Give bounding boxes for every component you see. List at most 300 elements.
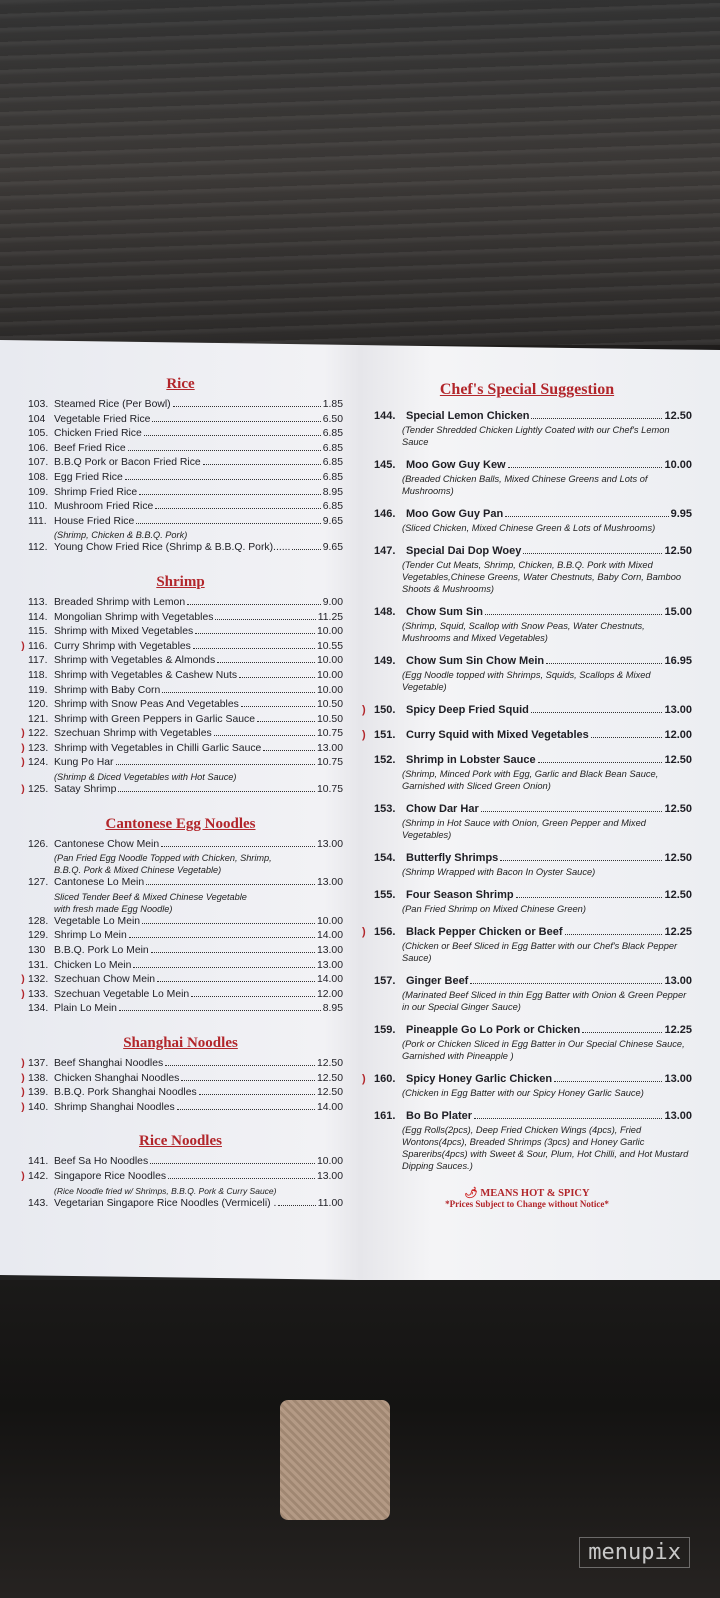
hot-marker: ): [21, 640, 25, 652]
chef-special-item: [362, 654, 692, 669]
item-name: B.B.Q. Pork Lo Mein: [54, 945, 149, 957]
leader-dots: [118, 791, 315, 792]
hot-marker: ): [21, 1170, 25, 1182]
item-number: 106.: [28, 442, 49, 454]
leader-dots: [152, 421, 320, 422]
item-number: 127.: [28, 877, 49, 889]
menu-item: [18, 500, 343, 515]
carpet-patch: [280, 1400, 390, 1520]
item-name: Moo Gow Guy Pan: [406, 508, 504, 520]
hot-marker: ): [362, 926, 366, 938]
menu-item: [18, 838, 343, 853]
item-name: Vegetable Lo Mein: [54, 915, 141, 927]
leader-dots: [203, 464, 321, 465]
hot-marker: ): [21, 742, 25, 754]
item-number: 128.: [28, 915, 49, 927]
leader-dots: [582, 1032, 662, 1033]
item-number: 140.: [28, 1101, 49, 1113]
rice-noodles-item-2: [18, 1170, 343, 1185]
item-number: 150.: [374, 704, 396, 716]
item-price: 16.95: [664, 655, 692, 667]
item-number: 119.: [28, 684, 48, 696]
item-description: (Pan Fried Shrimp on Mixed Chinese Green): [402, 904, 586, 914]
item-price: 9.65: [322, 515, 343, 527]
menu-left-column: [18, 370, 343, 1211]
item-number: 104: [28, 413, 46, 425]
item-price: 10.00: [316, 626, 343, 638]
item-description: (Shrimp, Minced Pork with Egg, Garlic and Black Bean Sauce, Garnished with Sliced Green Onion): [402, 769, 659, 791]
hot-legend: [362, 1186, 692, 1199]
item-name: Satay Shrimp: [54, 784, 117, 796]
item-price: 9.00: [322, 596, 343, 608]
cantonese-item-2: [18, 876, 343, 891]
leader-dots: [485, 614, 662, 615]
item-price: 6.85: [322, 457, 343, 469]
shrimp-note: (Shrimp & Diced Vegetables with Hot Sauce): [54, 772, 237, 783]
item-name: Chow Dar Har: [406, 803, 479, 815]
item-price: 12.00: [664, 729, 692, 741]
item-name: Beef Fried Rice: [54, 442, 126, 454]
item-description: (Tender Shredded Chicken Lightly Coated with our Chef's Lemon Sauce: [402, 425, 670, 447]
shrimp-last: [18, 783, 343, 798]
item-price: 10.00: [664, 459, 692, 471]
item-price: 13.00: [316, 959, 343, 971]
leader-dots: [195, 633, 315, 634]
menu-footer: [362, 1186, 692, 1209]
item-price: 13.00: [316, 742, 343, 754]
menu-item: [18, 727, 343, 742]
item-name: Shrimp Fried Rice: [54, 486, 138, 498]
menu-item: [18, 669, 343, 684]
menu-item: [18, 684, 343, 699]
item-price: 11.25: [317, 611, 343, 623]
leader-dots: [193, 648, 315, 649]
item-price: 13.00: [316, 838, 343, 850]
item-price: 6.85: [322, 501, 343, 513]
item-name: Kung Po Har: [54, 757, 114, 769]
item-price: 1.85: [322, 399, 343, 410]
menu-item: [18, 1002, 343, 1017]
item-price: 14.00: [316, 1101, 343, 1113]
item-number: 147.: [374, 545, 396, 557]
leader-dots: [278, 1205, 315, 1206]
cantonese-note-2: Sliced Tender Beef & Mixed Chinese Vegetable with fresh made Egg Noodle): [54, 891, 247, 914]
menu-item: [18, 456, 343, 471]
item-price: 13.00: [664, 1073, 692, 1085]
leader-dots: [500, 860, 662, 861]
item-name: House Fried Rice: [54, 515, 135, 527]
chef-special-item: [362, 974, 692, 989]
item-number: 122.: [28, 728, 49, 740]
leader-dots: [215, 619, 315, 620]
leader-dots: [470, 983, 662, 984]
item-name: Four Season Shrimp: [406, 889, 514, 901]
leader-dots: [165, 1065, 315, 1066]
leader-dots: [538, 762, 663, 763]
item-name: Szechuan Shrimp with Vegetables: [54, 728, 212, 740]
chef-special-item: [362, 925, 692, 940]
item-name: Chow Sum Sin: [406, 606, 483, 618]
leader-dots: [546, 663, 662, 664]
item-number: 151.: [374, 729, 396, 741]
rice-noodles-item-1: [18, 1155, 343, 1170]
leader-dots: [531, 418, 662, 419]
menu-item: [18, 1057, 343, 1072]
rice-list: [18, 398, 343, 529]
section-title-rice: Rice: [166, 376, 195, 392]
menu-item: [18, 625, 343, 640]
section-title-rice-noodles: Rice Noodles: [139, 1133, 222, 1150]
item-name: Black Pepper Chicken or Beef: [406, 926, 563, 938]
menu-item: [18, 1086, 343, 1101]
item-number: 138.: [28, 1072, 49, 1084]
hot-marker: ): [21, 988, 25, 1000]
menu-item: [18, 742, 343, 757]
menu-item: [18, 1101, 343, 1116]
section-title-chef-special: Chef's Special Suggestion: [439, 381, 615, 398]
item-number: 125.: [28, 784, 49, 796]
menu-item: [18, 713, 343, 728]
item-price: 12.50: [316, 1072, 343, 1084]
leader-dots: [142, 923, 315, 924]
hot-marker: ): [21, 974, 25, 986]
item-name: Shrimp in Lobster Sauce: [406, 754, 536, 766]
chef-special-item: [362, 458, 692, 473]
chili-pepper-icon: 🌶: [464, 1188, 478, 1199]
leader-dots: [125, 479, 321, 480]
item-number: 145.: [374, 459, 396, 471]
rice-noodles-note: (Rice Noodle fried w/ Shrimps, B.B.Q. Pork & Curry Sauce): [54, 1185, 277, 1196]
item-price: 13.00: [316, 945, 343, 957]
menu-item: [18, 427, 343, 442]
item-price: 12.50: [316, 1058, 343, 1069]
leader-dots: [116, 764, 315, 765]
item-number: 111.: [28, 515, 47, 527]
item-name: Shrimp with Baby Corn: [54, 684, 161, 696]
item-price: 13.00: [664, 704, 692, 716]
menu-item: [18, 1155, 343, 1170]
hot-legend-text: MEANS HOT & SPICY: [480, 1188, 590, 1199]
chef-special-item: [362, 1023, 692, 1038]
item-name: Ginger Beef: [406, 975, 469, 987]
item-price: 8.95: [322, 486, 343, 498]
item-description: (Shrimp, Squid, Scallop with Snow Peas, Water Chestnuts, Mushrooms and Mixed Vegetables): [402, 621, 645, 643]
menu-item: [18, 640, 343, 655]
item-price: 13.00: [316, 877, 343, 889]
chef-special-item: [362, 507, 692, 522]
menu-item: [18, 959, 343, 974]
item-name: Shrimp with Vegetables & Cashew Nuts: [54, 669, 238, 681]
section-title-shanghai: Shanghai Noodles: [123, 1035, 238, 1051]
leader-dots: [199, 1094, 315, 1095]
leader-dots: [191, 996, 315, 997]
item-name: Young Chow Fried Rice (Shrimp & B.B.Q. Pork)......: [54, 542, 291, 554]
item-name: Special Lemon Chicken: [406, 410, 530, 422]
item-price: 10.00: [316, 655, 343, 667]
item-name: Egg Fried Rice: [54, 471, 123, 483]
item-number: 105.: [28, 428, 49, 440]
item-name: Cantonese Lo Mein: [54, 877, 145, 889]
item-name: Breaded Shrimp with Lemon: [54, 596, 186, 608]
item-name: B.B.Q Pork or Bacon Fried Rice: [54, 457, 201, 469]
leader-dots: [133, 967, 315, 968]
item-name: Cantonese Chow Mein: [54, 838, 160, 850]
leader-dots: [168, 1178, 315, 1179]
item-price: 14.00: [316, 930, 343, 942]
menu-item: [18, 596, 343, 611]
item-number: 113.: [28, 596, 48, 608]
item-price: 11.00: [317, 1197, 343, 1209]
item-price: 10.75: [316, 757, 343, 769]
item-number: 117.: [28, 655, 48, 667]
item-number: 124.: [28, 757, 49, 769]
item-price: 10.75: [316, 728, 343, 740]
leader-dots: [554, 1081, 662, 1082]
item-number: 108.: [28, 471, 49, 483]
item-number: 132.: [28, 974, 49, 986]
item-description: (Breaded Chicken Balls, Mixed Chinese Greens and Lots of Mushrooms): [402, 474, 648, 496]
item-number: 137.: [28, 1058, 49, 1069]
item-number: 148.: [374, 606, 396, 618]
leader-dots: [136, 523, 320, 524]
item-price: 12.50: [664, 803, 692, 815]
rice-last: [18, 541, 343, 556]
item-number: 114.: [28, 611, 48, 623]
item-name: Chow Sum Sin Chow Mein: [406, 655, 545, 667]
leader-dots: [177, 1109, 315, 1110]
item-price: 12.25: [664, 1024, 692, 1036]
leader-dots: [214, 735, 315, 736]
item-name: Shrimp with Mixed Vegetables: [54, 626, 194, 638]
section-title-cantonese: Cantonese Egg Noodles: [105, 815, 256, 832]
menu-right-column: [362, 375, 692, 1209]
menu-item: [18, 611, 343, 626]
item-name: Steamed Rice (Per Bowl): [54, 399, 171, 410]
item-number: 161.: [374, 1110, 396, 1122]
menu-item: [18, 1072, 343, 1087]
menu-item: [18, 929, 343, 944]
item-number: 103.: [28, 399, 49, 410]
item-number: 139.: [28, 1087, 49, 1099]
item-price: 12.50: [664, 889, 692, 901]
item-name: Curry Squid with Mixed Vegetables: [406, 729, 589, 741]
item-number: 155.: [374, 889, 396, 901]
leader-dots: [565, 934, 663, 935]
leader-dots: [531, 712, 663, 713]
item-name: Shrimp with Snow Peas And Vegetables: [54, 699, 239, 711]
leader-dots: [129, 937, 315, 938]
hot-marker: ): [362, 1073, 366, 1085]
item-number: 160.: [374, 1073, 396, 1085]
item-number: 143.: [28, 1197, 49, 1209]
item-number: 154.: [374, 852, 396, 864]
rice-noodles-item-3: [18, 1197, 343, 1212]
item-price: 15.00: [664, 606, 692, 618]
wooden-table-top: [0, 0, 720, 345]
cantonese-list: [18, 915, 343, 1017]
item-name: Moo Gow Guy Kew: [406, 459, 506, 471]
shanghai-list: [18, 1057, 343, 1115]
item-number: 133.: [28, 988, 49, 1000]
item-price: 12.50: [664, 410, 692, 422]
item-number: 110.: [28, 501, 48, 513]
leader-dots: [239, 677, 315, 678]
item-price: 6.50: [322, 413, 343, 425]
item-number: 153.: [374, 803, 396, 815]
menu-item: [18, 783, 343, 798]
leader-dots: [481, 811, 663, 812]
chef-special-item: [362, 544, 692, 559]
item-number: 116.: [28, 640, 48, 652]
item-number: 112.: [28, 542, 48, 554]
chef-special-item: [362, 703, 692, 718]
hot-marker: ): [362, 729, 366, 741]
item-name: Szechuan Chow Mein: [54, 974, 156, 986]
hot-marker: ): [21, 1058, 25, 1069]
item-number: 149.: [374, 655, 396, 667]
leader-dots: [155, 508, 320, 509]
item-name: B.B.Q. Pork Shanghai Noodles: [54, 1087, 197, 1099]
item-name: Butterfly Shrimps: [406, 852, 499, 864]
hot-marker: ): [21, 1087, 25, 1099]
hot-marker: ): [21, 728, 25, 740]
item-name: Mushroom Fried Rice: [54, 501, 154, 513]
item-name: Spicy Deep Fried Squid: [406, 704, 529, 716]
chef-special-item: [362, 851, 692, 866]
cantonese-item-1: [18, 838, 343, 853]
item-price: 10.00: [316, 915, 343, 927]
item-description: (Marinated Beef Sliced in thin Egg Batter with Onion & Green Pepper in our Special Ginger Sauce): [402, 990, 687, 1012]
menu-item: [18, 876, 343, 891]
chef-special-item: [362, 728, 692, 743]
item-price: 10.75: [316, 784, 343, 796]
item-number: 123.: [28, 742, 49, 754]
cantonese-note-1: (Pan Fried Egg Noodle Topped with Chicken, Shrimp, B.B.Q. Pork & Mixed Chinese Vegetable): [54, 853, 272, 876]
menu-item: [18, 973, 343, 988]
item-number: 144.: [374, 410, 396, 422]
item-name: Shrimp Lo Mein: [54, 930, 127, 942]
item-price: 12.50: [664, 754, 692, 766]
item-number: 142.: [28, 1170, 49, 1182]
item-number: 152.: [374, 754, 396, 766]
leader-dots: [516, 897, 663, 898]
item-name: Chicken Shanghai Noodles: [54, 1072, 180, 1084]
leader-dots: [263, 750, 315, 751]
menu-item: [18, 541, 343, 556]
section-title-shrimp: Shrimp: [156, 573, 205, 590]
item-description: (Sliced Chicken, Mixed Chinese Green & Lots of Mushrooms): [402, 523, 656, 533]
leader-dots: [523, 553, 662, 554]
leader-dots: [257, 721, 315, 722]
menu-item: [18, 515, 343, 530]
menu-item: [18, 698, 343, 713]
item-description: (Tender Cut Meats, Shrimp, Chicken, B.B.Q. Pork with Mixed Vegetables,Chinese Greens, Water Chestnuts, Baby Corn, Bamboo Shoots & Mushrooms): [402, 560, 682, 594]
item-price: 6.85: [322, 471, 343, 483]
item-name: Shrimp with Green Peppers in Garlic Sauce: [54, 713, 255, 725]
menu-item: [18, 988, 343, 1003]
item-name: Plain Lo Mein: [54, 1003, 117, 1015]
leader-dots: [161, 846, 315, 847]
hot-marker: ): [21, 1072, 25, 1084]
item-price: 14.00: [316, 974, 343, 986]
item-price: 13.00: [316, 1170, 343, 1182]
item-description: (Shrimp in Hot Sauce with Onion, Green Pepper and Mixed Vegetables): [402, 818, 646, 840]
item-number: 118.: [28, 669, 48, 681]
item-number: 141.: [28, 1156, 49, 1168]
leader-dots: [157, 981, 315, 982]
item-name: Chicken Lo Mein: [54, 959, 132, 971]
leader-dots: [150, 1163, 315, 1164]
item-number: 157.: [374, 975, 396, 987]
leader-dots: [474, 1118, 662, 1119]
item-number: 146.: [374, 508, 396, 520]
item-price: 12.25: [664, 926, 692, 938]
item-name: Szechuan Vegetable Lo Mein: [54, 988, 190, 1000]
menu-item: [18, 413, 343, 428]
chef-special-item: [362, 605, 692, 620]
hot-marker: ): [21, 784, 25, 796]
rice-note: (Shrimp, Chicken & B.B.Q. Pork): [54, 530, 188, 541]
leader-dots: [173, 406, 321, 407]
menu-item: [18, 471, 343, 486]
item-name: Special Dai Dop Woey: [406, 545, 522, 557]
item-number: 129.: [28, 930, 49, 942]
hot-marker: ): [362, 704, 366, 716]
item-name: Vegetable Fried Rice: [54, 413, 151, 425]
chef-special-list: [362, 409, 692, 1172]
leader-dots: [292, 549, 320, 550]
chef-special-item: [362, 1072, 692, 1087]
chef-special-item: [362, 802, 692, 817]
item-number: 134.: [28, 1003, 49, 1015]
item-name: Pineapple Go Lo Pork or Chicken: [406, 1024, 581, 1036]
leader-dots: [119, 1010, 321, 1011]
item-price: 6.85: [322, 428, 343, 440]
item-name: Singapore Rice Noodles: [54, 1170, 167, 1182]
item-price: 8.95: [322, 1003, 343, 1015]
item-number: 107.: [28, 457, 49, 469]
leader-dots: [187, 604, 321, 605]
item-price: 10.00: [316, 669, 343, 681]
item-price: 13.00: [664, 975, 692, 987]
leader-dots: [508, 467, 663, 468]
leader-dots: [128, 450, 321, 451]
menu-item: [18, 915, 343, 930]
leader-dots: [241, 706, 315, 707]
leader-dots: [139, 494, 321, 495]
shrimp-list: [18, 596, 343, 771]
item-price: 10.00: [316, 1156, 343, 1168]
item-description: (Chicken in Egg Batter with our Spicy Honey Garlic Sauce): [402, 1088, 644, 1098]
chef-special-item: [362, 888, 692, 903]
item-name: Mongolian Shrimp with Vegetables: [54, 611, 214, 623]
menu-item: [18, 944, 343, 959]
menu-item: [18, 1197, 343, 1212]
item-description: (Egg Rolls(2pcs), Deep Fried Chicken Wings (4pcs), Fried Wontons(4pcs), Breaded Shrimps (3pcs) and Honey Garlic Spareribs(4pcs) with Sweet & Sour, Plum, Hot Chilli, and Hot Mustard Dipping Sauces.): [402, 1125, 689, 1171]
item-price: 13.00: [664, 1110, 692, 1122]
item-description: (Chicken or Beef Sliced in Egg Batter with our Chef's Black Pepper Sauce): [402, 941, 678, 963]
leader-dots: [151, 952, 315, 953]
item-name: Shrimp with Vegetables in Chilli Garlic Sauce: [54, 742, 262, 754]
item-price: 12.50: [316, 1087, 343, 1099]
leader-dots: [144, 435, 321, 436]
prices-note: *Prices Subject to Change without Notice*: [445, 1199, 609, 1209]
item-name: Shrimp with Vegetables & Almonds: [54, 655, 216, 667]
item-price: 6.85: [322, 442, 343, 454]
leader-dots: [181, 1080, 315, 1081]
item-name: Chicken Fried Rice: [54, 428, 142, 440]
menu-item: [18, 486, 343, 501]
